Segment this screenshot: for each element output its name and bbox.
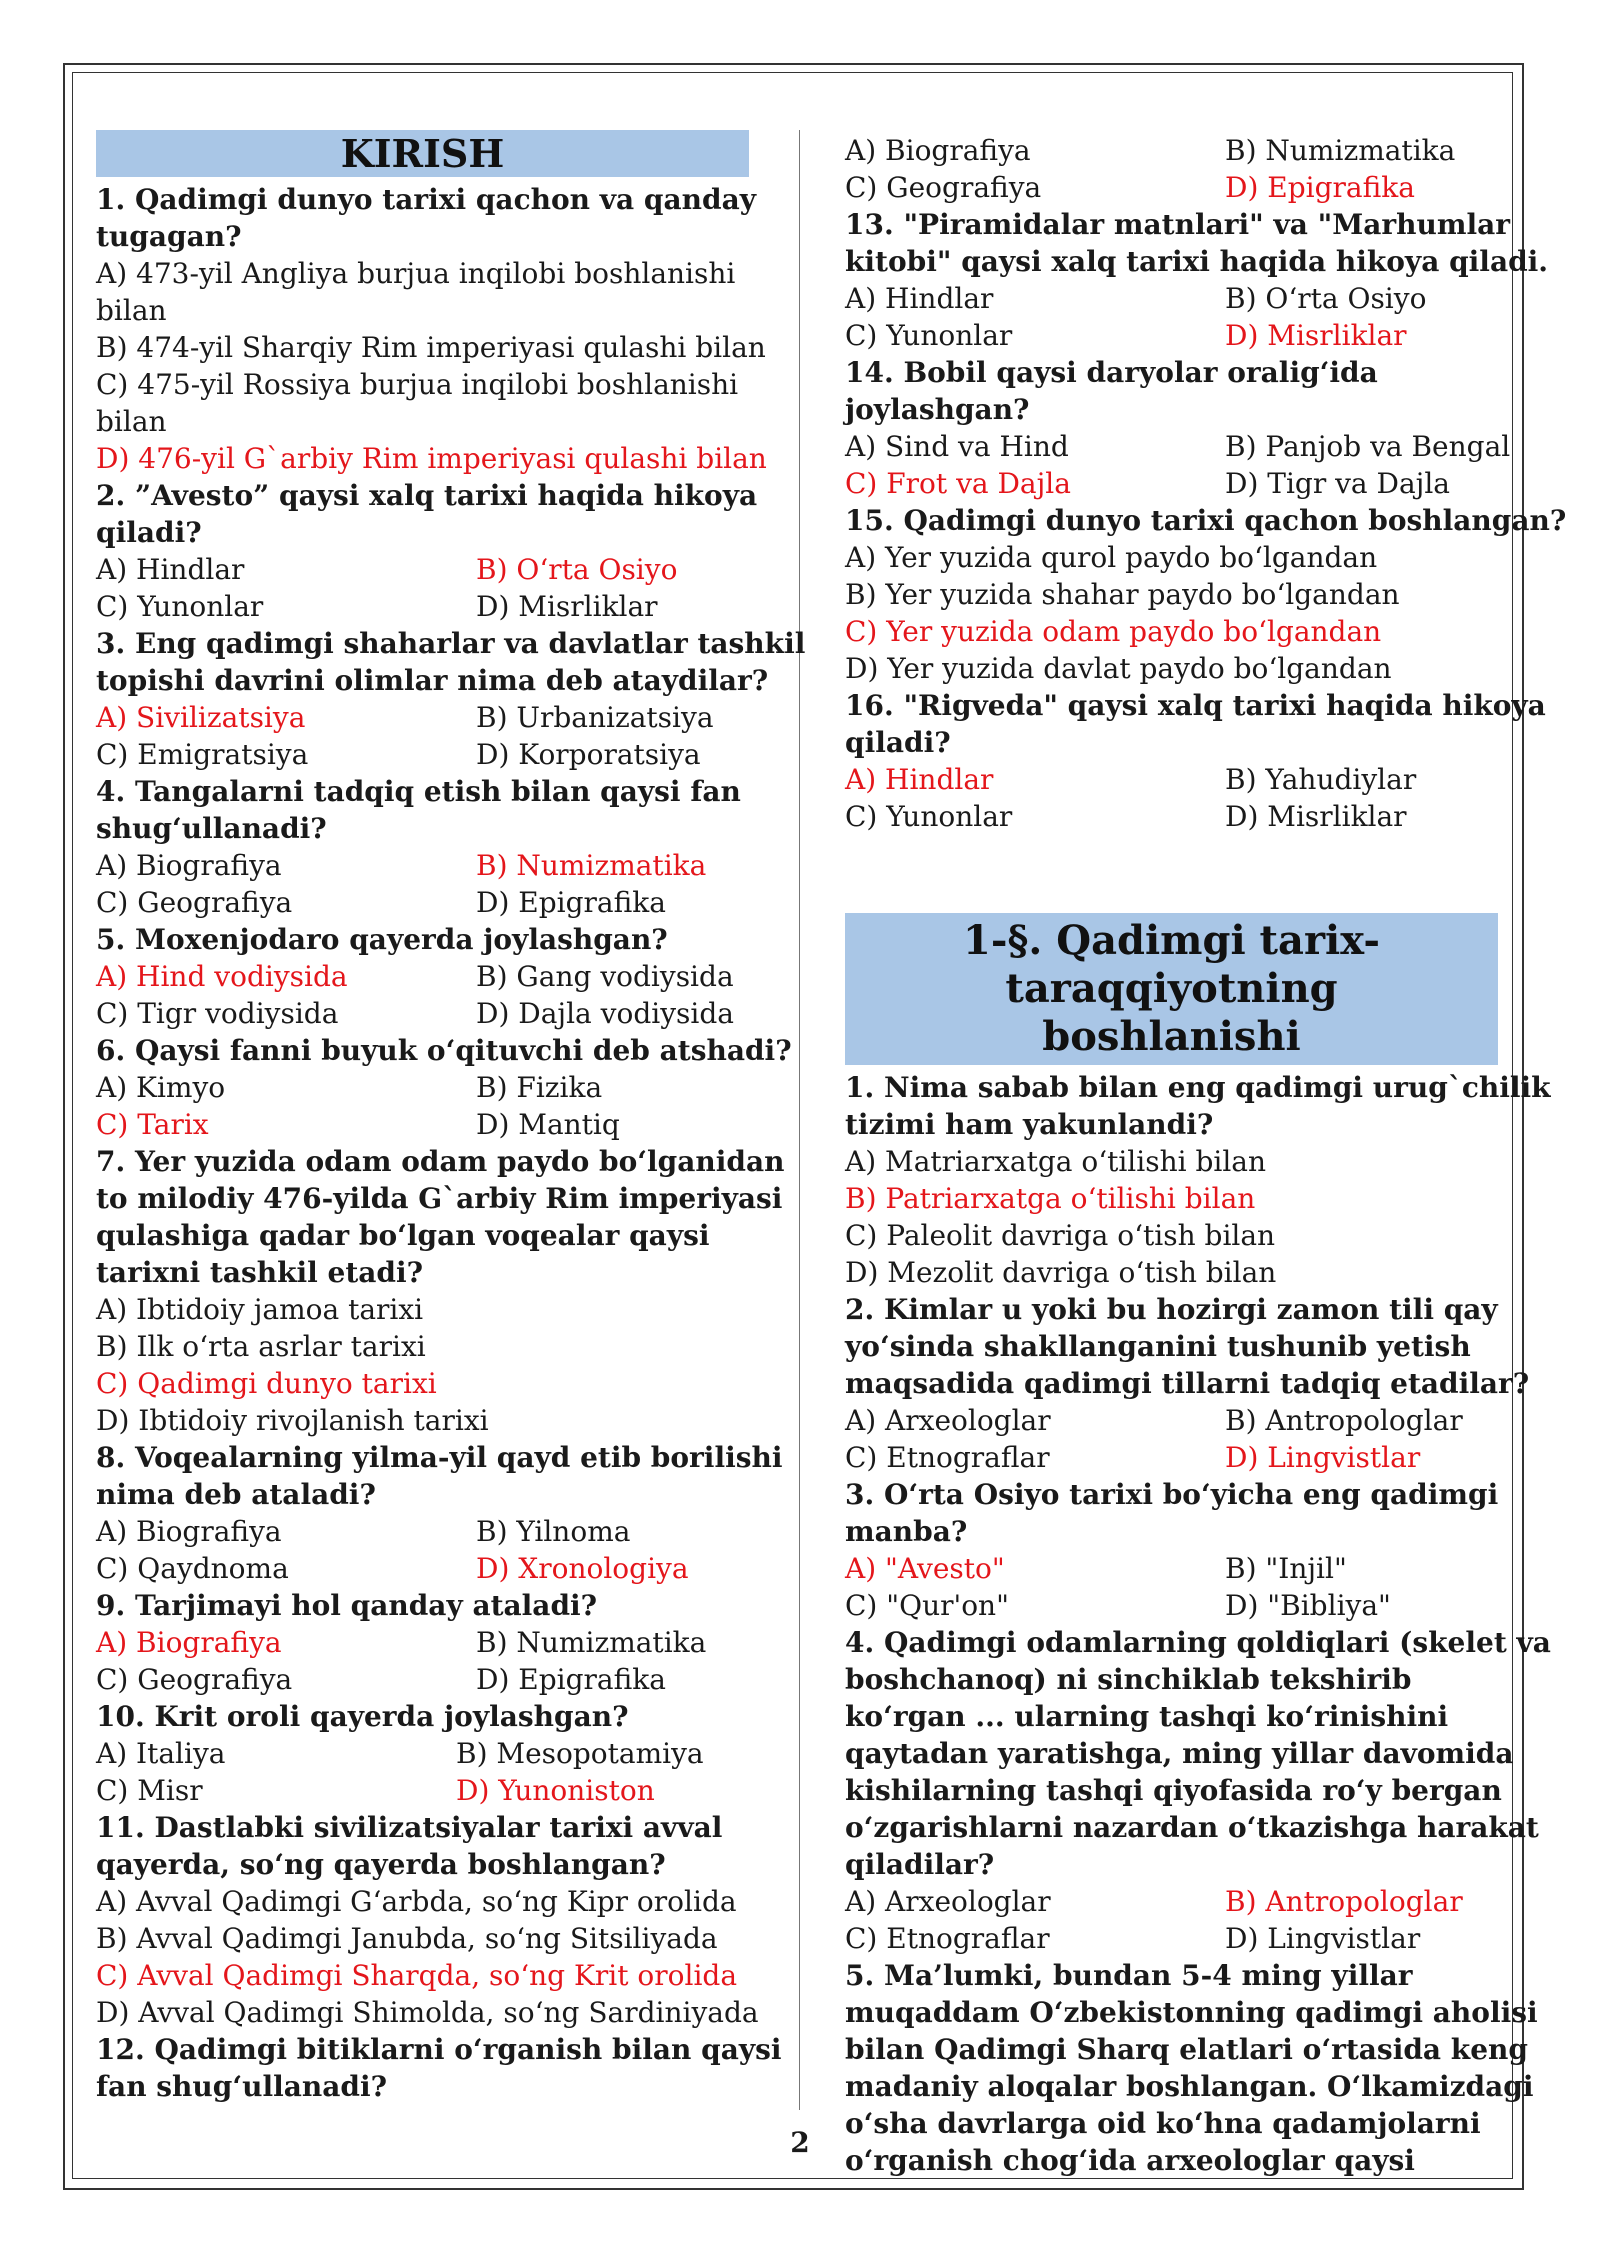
answer-option: A) Hindlar	[845, 282, 994, 315]
question-text: 15. Qadimgi dunyo tarixi qachon boshlangan?	[845, 504, 1567, 537]
question-text: 13. "Piramidalar matnlari" va "Marhumlar	[845, 208, 1510, 241]
question-text: 10. Krit oroli qayerda joylashgan?	[96, 1700, 629, 1733]
question-text: 11. Dastlabki sivilizatsiyalar tarixi avval	[96, 1811, 723, 1844]
answer-option-row	[845, 798, 1525, 835]
question-text: 2. ”Avesto” qaysi xalq tarixi haqida hikoya	[96, 479, 758, 512]
section-heading-kirish: KIRISH	[96, 130, 749, 177]
answer-option: D) Mantiq	[476, 1108, 620, 1141]
answer-option: B) 474-yil Sharqiy Rim imperiyasi qulashi bilan	[96, 331, 766, 364]
answer-option-row	[845, 465, 1525, 502]
answer-option: D) Avval Qadimgi Shimolda, so‘ng Sardiniyada	[96, 1996, 759, 2029]
question-text: qaytadan yaratishga, ming yillar davomida	[845, 1737, 1514, 1770]
answer-option: B) Avval Qadimgi Janubda, so‘ng Sitsiliyada	[96, 1922, 718, 1955]
question-text: to milodiy 476-yilda G`arbiy Rim imperiyasi	[96, 1182, 783, 1215]
left-column	[96, 130, 806, 2105]
answer-option-row	[845, 1587, 1525, 1624]
question-text: tizimi ham yakunlandi?	[845, 1108, 1214, 1141]
correct-answer-option: A) Sivilizatsiya	[96, 701, 306, 734]
answer-option: A) 473-yil Angliya burjua inqilobi boshlanishi	[96, 257, 736, 290]
answer-option: B) Numizmatika	[476, 1626, 707, 1659]
answer-option: B) Yer yuzida shahar paydo bo‘lgandan	[845, 578, 1400, 611]
question-text: kitobi" qaysi xalq tarixi haqida hikoya qiladi.	[845, 245, 1549, 278]
question-text: manba?	[845, 1515, 968, 1548]
correct-answer-option: C) Frot va Dajla	[845, 467, 1071, 500]
question-text: qiladilar?	[845, 1848, 995, 1881]
answer-option: C) Qaydnoma	[96, 1552, 289, 1585]
answer-option: B) Yilnoma	[476, 1515, 631, 1548]
question-text: 5. Moxenjodaro qayerda joylashgan?	[96, 923, 668, 956]
answer-option: C) Etnograflar	[845, 1441, 1050, 1474]
question-text: 1. Qadimgi dunyo tarixi qachon va qanday	[96, 183, 756, 216]
question-text: maqsadida qadimgi tillarni tadqiq etadilar?	[845, 1367, 1530, 1400]
question-text: 4. Tangalarni tadqiq etish bilan qaysi fan	[96, 775, 741, 808]
answer-option: C) "Qur'on"	[845, 1589, 1009, 1622]
question-text: 6. Qaysi fanni buyuk o‘qituvchi deb atshadi?	[96, 1034, 792, 1067]
correct-answer-option: C) Yer yuzida odam paydo bo‘lgandan	[845, 615, 1382, 648]
question-text: qiladi?	[96, 516, 202, 549]
question-text: o‘rganish chog‘ida arxeologlar qaysi	[845, 2144, 1415, 2177]
correct-answer-option: D) Epigrafika	[1225, 171, 1415, 204]
answer-option-row	[845, 428, 1525, 465]
question-text: 14. Bobil qaysi daryolar oralig‘ida	[845, 356, 1378, 389]
correct-answer-option: A) "Avesto"	[845, 1552, 1005, 1585]
question-text: topishi davrini olimlar nima deb ataydilar?	[96, 664, 769, 697]
page-number: 2	[790, 2126, 810, 2159]
answer-option: A) Avval Qadimgi G‘arbda, so‘ng Kipr orolida	[96, 1885, 737, 1918]
column-divider	[799, 130, 800, 2110]
question-text: fan shug‘ullanadi?	[96, 2070, 387, 2103]
answer-option: A) Arxeologlar	[845, 1404, 1051, 1437]
answer-option: D) Tigr va Dajla	[1225, 467, 1450, 500]
answer-option-row	[845, 1883, 1525, 1920]
answer-option-row	[96, 1624, 776, 1661]
question-text: 7. Yer yuzida odam odam paydo bo‘lganidan	[96, 1145, 785, 1178]
answer-option: D) Misrliklar	[476, 590, 658, 623]
question-text: 3. O‘rta Osiyo tarixi bo‘yicha eng qadimgi	[845, 1478, 1499, 1511]
answer-option: B) Numizmatika	[1225, 134, 1456, 167]
question-text: madaniy aloqalar boshlangan. O‘lkamizdagi	[845, 2070, 1534, 2103]
answer-option: C) Yunonlar	[845, 319, 1013, 352]
answer-option: B) Antropologlar	[1225, 1404, 1463, 1437]
answer-option-row	[96, 551, 776, 588]
answer-option: A) Italiya	[96, 1737, 226, 1770]
answer-option: B) Yahudiylar	[1225, 763, 1417, 796]
correct-answer-option: D) Lingvistlar	[1225, 1441, 1421, 1474]
correct-answer-option: D) Xronologiya	[476, 1552, 689, 1585]
answer-option-row	[845, 280, 1525, 317]
question-text: 12. Qadimgi bitiklarni o‘rganish bilan qaysi	[96, 2033, 782, 2066]
answer-option: C) Etnograflar	[845, 1922, 1050, 1955]
question-text: 16. "Rigveda" qaysi xalq tarixi haqida hikoya	[845, 689, 1546, 722]
question-text: 8. Voqealarning yilma-yil qayd etib borilishi	[96, 1441, 783, 1474]
question-text: 2. Kimlar u yoki bu hozirgi zamon tili qay	[845, 1293, 1498, 1326]
answer-option: C) Yunonlar	[845, 800, 1013, 833]
question-text: muqaddam O‘zbekistonning qadimgi aholisi	[845, 1996, 1538, 2029]
answer-option: D) Epigrafika	[476, 1663, 666, 1696]
answer-option: A) Biografiya	[96, 1515, 282, 1548]
answer-option-row	[96, 1106, 776, 1143]
answer-option-row	[845, 1439, 1525, 1476]
question-text: shug‘ullanadi?	[96, 812, 327, 845]
answer-option: D) Lingvistlar	[1225, 1922, 1421, 1955]
correct-answer-option: B) Patriarxatga o‘tilishi bilan	[845, 1182, 1256, 1215]
answer-option: B) "Injil"	[1225, 1552, 1347, 1585]
answer-option: C) 475-yil Rossiya burjua inqilobi boshlanishi	[96, 368, 739, 401]
question-text: 9. Tarjimayi hol qanday ataladi?	[96, 1589, 598, 1622]
correct-answer-option: C) Tarix	[96, 1108, 209, 1141]
answer-option: D) Mezolit davriga o‘tish bilan	[845, 1256, 1277, 1289]
answer-option: D) "Bibliya"	[1225, 1589, 1391, 1622]
section-heading-1	[845, 913, 1498, 1065]
answer-option-row	[96, 699, 776, 736]
answer-option: A) Yer yuzida qurol paydo bo‘lgandan	[845, 541, 1378, 574]
answer-option: B) Ilk o‘rta asrlar tarixi	[96, 1330, 426, 1363]
question-text: nima deb ataladi?	[96, 1478, 376, 1511]
correct-answer-option: B) Antropologlar	[1225, 1885, 1463, 1918]
answer-option: C) Tigr vodiysida	[96, 997, 339, 1030]
correct-answer-option: C) Avval Qadimgi Sharqda, so‘ng Krit orolida	[96, 1959, 738, 1992]
answer-option-row	[845, 1920, 1525, 1957]
answer-option: C) Misr	[96, 1774, 203, 1807]
answer-option: A) Ibtidoiy jamoa tarixi	[96, 1293, 424, 1326]
answer-option-row	[96, 1550, 776, 1587]
question-text: joylashgan?	[845, 393, 1030, 426]
answer-option-row	[96, 958, 776, 995]
answer-option: B) O‘rta Osiyo	[1225, 282, 1427, 315]
correct-answer-option: C) Qadimgi dunyo tarixi	[96, 1367, 437, 1400]
answer-option-row	[96, 1661, 776, 1698]
answer-option: D) Misrliklar	[1225, 800, 1407, 833]
answer-option: D) Korporatsiya	[476, 738, 701, 771]
question-text: ko‘rgan ... ularning tashqi ko‘rinishini	[845, 1700, 1449, 1733]
answer-option-row	[96, 1069, 776, 1106]
section-heading-line-2: boshlanishi	[1042, 1013, 1301, 1060]
question-text: 4. Qadimgi odamlarning qoldiqlari (skelet va	[845, 1626, 1551, 1659]
answer-option: D) Epigrafika	[476, 886, 666, 919]
answer-option: C) Geografiya	[845, 171, 1042, 204]
question-text: qulashiga qadar bo‘lgan voqealar qaysi	[96, 1219, 710, 1252]
answer-option-row	[845, 1402, 1525, 1439]
answer-option: C) Paleolit davriga o‘tish bilan	[845, 1219, 1276, 1252]
question-text: 5. Ma’lumki, bundan 5-4 ming yillar	[845, 1959, 1413, 1992]
correct-answer-option: A) Biografiya	[96, 1626, 282, 1659]
answer-option: A) Kimyo	[96, 1071, 226, 1104]
question-text: yo‘sinda shakllanganini tushunib yetish	[845, 1330, 1471, 1363]
question-text: qayerda, so‘ng qayerda boshlangan?	[96, 1848, 666, 1881]
correct-answer-option: D) Misrliklar	[1225, 319, 1407, 352]
answer-option: B) Panjob va Bengal	[1225, 430, 1511, 463]
answer-option-row	[96, 588, 776, 625]
answer-option: A) Sind va Hind	[845, 430, 1069, 463]
correct-answer-option: D) 476-yil G`arbiy Rim imperiyasi qulashi bilan	[96, 442, 767, 475]
answer-option: bilan	[96, 294, 167, 327]
answer-option: C) Geografiya	[96, 1663, 293, 1696]
answer-option: B) Urbanizatsiya	[476, 701, 714, 734]
answer-option-row	[96, 736, 776, 773]
question-text: tugagan?	[96, 220, 242, 253]
correct-answer-option: D) Yunoniston	[456, 1774, 655, 1807]
right-question-list-top	[845, 132, 1567, 835]
question-text: 3. Eng qadimgi shaharlar va davlatlar tashkil	[96, 627, 806, 660]
answer-option: bilan	[96, 405, 167, 438]
answer-option-row	[96, 1735, 776, 1772]
answer-option-row	[845, 132, 1525, 169]
question-text: boshchanoq) ni sinchiklab tekshirib	[845, 1663, 1412, 1696]
answer-option: B) Gang vodiysida	[476, 960, 734, 993]
section-heading-line-1: 1-§. Qadimgi tarix-taraqqiyotning	[963, 917, 1380, 1012]
correct-answer-option: A) Hind vodiysida	[96, 960, 348, 993]
answer-option-row	[96, 1772, 776, 1809]
correct-answer-option: A) Hindlar	[845, 763, 994, 796]
answer-option-row	[96, 884, 776, 921]
correct-answer-option: B) Numizmatika	[476, 849, 707, 882]
answer-option: D) Dajla vodiysida	[476, 997, 734, 1030]
answer-option-row	[845, 169, 1525, 206]
question-text: qiladi?	[845, 726, 951, 759]
answer-option-row	[845, 317, 1525, 354]
answer-option: A) Hindlar	[96, 553, 245, 586]
question-text: kishilarning tashqi qiyofasida ro‘y bergan	[845, 1774, 1502, 1807]
answer-option: D) Yer yuzida davlat paydo bo‘lgandan	[845, 652, 1392, 685]
answer-option-row	[96, 1513, 776, 1550]
answer-option: B) Mesopotamiya	[456, 1737, 704, 1770]
answer-option-row	[96, 995, 776, 1032]
answer-option: B) Fizika	[476, 1071, 603, 1104]
right-question-list-bottom	[845, 1069, 1551, 2179]
answer-option: A) Arxeologlar	[845, 1885, 1051, 1918]
question-text: bilan Qadimgi Sharq elatlari o‘rtasida keng	[845, 2033, 1528, 2066]
question-text: 1. Nima sabab bilan eng qadimgi urug`chilik	[845, 1071, 1551, 1104]
answer-option-row	[845, 761, 1525, 798]
question-text: tarixni tashkil etadi?	[96, 1256, 424, 1289]
answer-option: C) Emigratsiya	[96, 738, 309, 771]
answer-option: A) Biografiya	[96, 849, 282, 882]
answer-option: C) Yunonlar	[96, 590, 264, 623]
answer-option: A) Matriarxatga o‘tilishi bilan	[845, 1145, 1267, 1178]
answer-option: A) Biografiya	[845, 134, 1031, 167]
left-question-list	[96, 181, 806, 2105]
answer-option-row	[96, 847, 776, 884]
correct-answer-option: B) O‘rta Osiyo	[476, 553, 678, 586]
question-text: o‘zgarishlarni nazardan o‘tkazishga harakat	[845, 1811, 1539, 1844]
answer-option-row	[845, 1550, 1525, 1587]
answer-option: C) Geografiya	[96, 886, 293, 919]
answer-option: D) Ibtidoiy rivojlanish tarixi	[96, 1404, 489, 1437]
question-text: o‘sha davrlarga oid ko‘hna qadamjolarni	[845, 2107, 1481, 2140]
right-column	[845, 132, 1567, 2179]
